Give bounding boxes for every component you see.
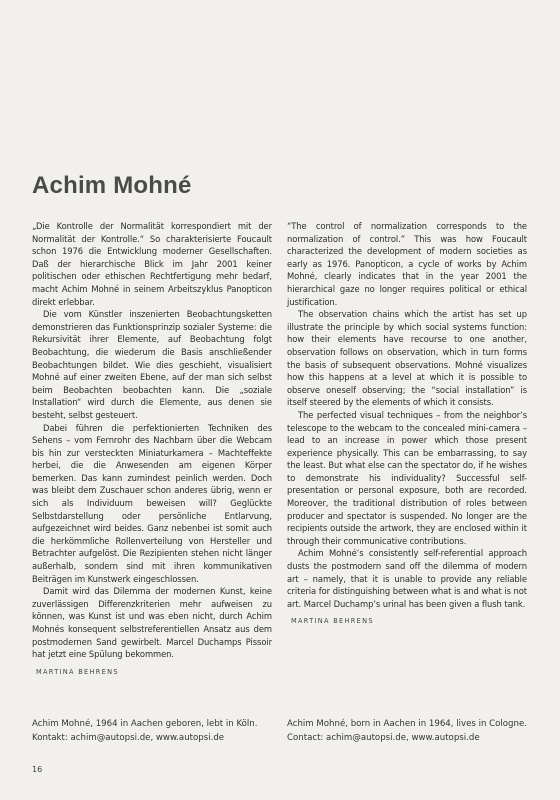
english-paragraph-2: The observation chains which the artist has set up illustrate the principle by which social systems function: how their elements have recourse to one another, observation follows on observation, which in turn forms the basis of subsequent observations. Mohné visualizes how this happens at a level at which it is possible to observe oneself observing; the “social installation” is itself steered by the elements of which it consists. <box>287 309 527 408</box>
english-text-column <box>287 220 527 628</box>
english-bio-line: Achim Mohné, born in Aachen in 1964, lives in Cologne. <box>287 719 527 729</box>
english-paragraph-1: “The control of normalization corresponds to the normalization of control.” This was how Foucault characterized the development of modern societies as early as 1976. Panopticon, a cycle of works by Achim Mohné, clearly indicates that in the year 2001 the hierarchical gaze no longer requires political or ethical justification. <box>287 221 527 307</box>
english-contact-line: Contact: achim@autopsi.de, www.autopsi.de <box>287 733 480 743</box>
german-bio <box>32 717 277 745</box>
german-paragraph-4: Damit wird das Dilemma der modernen Kunst, keine zuverlässigen Differenzkriterien mehr aufweisen zu können, was Kunst ist und was eben nicht, durch Achim Mohnés konsequent selbstreferentiellen Ansatz aus dem postmodernen Sand gewirbelt. Marcel Duchamps Pissoir hat jetzt eine Spülung bekommen. <box>32 586 272 660</box>
german-paragraph-1: „Die Kontrolle der Normalität korrespondiert mit der Normalität der Kontrolle.“ So charakterisierte Foucault schon 1976 die Entwicklung moderner Gesellschaften. Daß der hierarchische Blick im Jahr 2001 keiner politischen oder ethischen Rechtfertigung mehr bedarf, macht Achim Mohné in seinem Arbeitszyklus Panopticon direkt erlebbar. <box>32 221 272 307</box>
english-paragraph-4: Achim Mohné’s consistently self-referential approach dusts the postmodern sand off the dilemma of modern art – namely, that it is unable to provide any reliable criteria for distinguishing between what is and what is not art. Marcel Duchamp’s urinal has been given a flush tank. <box>287 548 527 609</box>
german-paragraph-2: Die vom Künstler inszenierten Beobachtungsketten demonstrieren das Funktionsprinzip sozialer Systeme: die Rekursivität ihrer Elemente, auf Beobachtung folgt Beobachtung, die wiederum die Basis anschließender Beobachtungen bildet. Wie dies geschieht, visualisiert Mohné auf einer zweiten Ebene, auf der man sich selbst beim Beobachten beobachten kann. Die „soziale Installation“ wird durch die Elemente, aus denen sie besteht, selbst gesteuert. <box>32 309 272 420</box>
page-title: Achim Mohné <box>32 172 192 199</box>
english-author: MARTINA BEHRENS <box>291 617 374 626</box>
english-bio <box>287 717 532 745</box>
page-number: 16 <box>32 765 43 774</box>
german-bio-line: Achim Mohné, 1964 in Aachen geboren, lebt in Köln. <box>32 719 258 729</box>
german-paragraph-3: Dabei führen die perfektionierten Techniken des Sehens – vom Fernrohr des Nachbarn über die Webcam bis hin zur versteckten Miniaturkamera – Machteffekte herbei, die die Anwesenden am eigenen Körper bemerken. Das kann zumindest peinlich werden. Doch was bleibt dem Zuschauer schon anderes übrig, wenn er sich als Individuum beweisen will? Geglückte Selbstdarstellung oder persönliche Entlarvung, aufgezeichnet wird beides. Ganz nebenbei ist somit auch die herkömmliche Rollenverteilung von Hersteller und Betrachter aufgelöst. Die Rezipienten stehen nicht länger außerhalb, sondern sind mit ihren kommunikativen Beiträgen im Kunstwerk eingeschlossen. <box>32 422 272 584</box>
english-paragraph-3: The perfected visual techniques – from the neighbor’s telescope to the webcam to the concealed mini-camera – lead to an increase in power which those present experience physically. This can be embarrassing, to say the least. But what else can the spectator do, if he wishes to demonstrate his individuality? Successful self-presentation or personal exposure, both are recorded. Moreover, the traditional distribution of roles between producer and spectator is suspended. No longer are the recipients outside the artwork, they are enclosed within it through their communicative contributions. <box>287 409 527 546</box>
german-contact-line: Kontakt: achim@autopsi.de, www.autopsi.de <box>32 733 225 743</box>
german-text-column <box>32 220 272 678</box>
german-author: MARTINA BEHRENS <box>36 667 119 676</box>
